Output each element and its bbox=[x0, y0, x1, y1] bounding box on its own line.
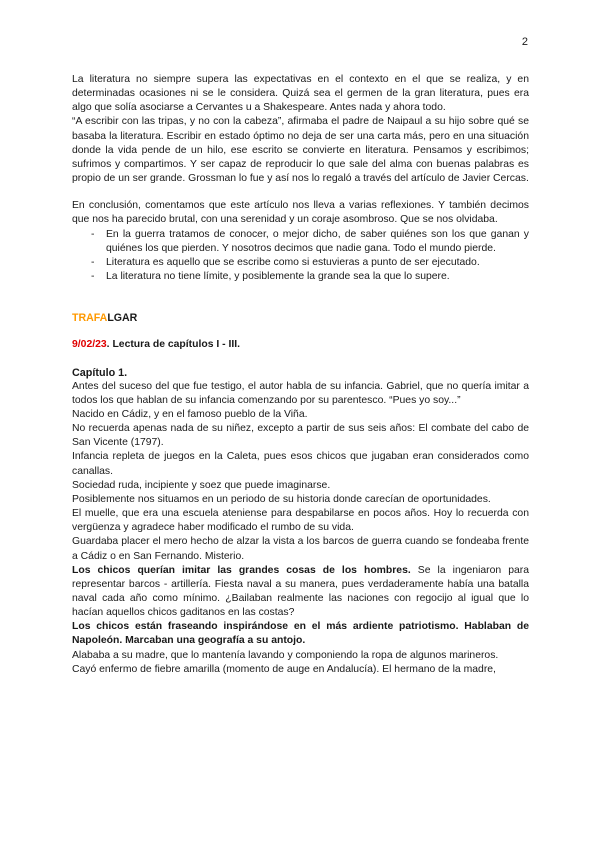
page-number: 2 bbox=[521, 36, 528, 48]
reading-date: 9/02/23 bbox=[72, 339, 107, 351]
section-title bbox=[72, 311, 529, 325]
chapter-line: Sociedad ruda, incipiente y soez que puede imaginarse. bbox=[72, 479, 331, 491]
list-item: - La literatura no tiene límite, y posiblemente la grande sea la que lo supere. bbox=[72, 270, 529, 284]
section-title-rest: LGAR bbox=[107, 312, 138, 325]
chapter-line: No recuerda apenas nada de su niñez, excepto a partir de sus seis años: El combate del cabo de San Vicente (1797). bbox=[72, 423, 529, 449]
chapter-title: Capítulo 1. bbox=[72, 366, 128, 379]
chapter-line: Infancia repleta de juegos en la Caleta, pues esos chicos que jugaban eran considerados como canallas. bbox=[72, 451, 529, 477]
chapter-line: Antes del suceso del que fue testigo, el autor habla de su infancia. Gabriel, que no quería imitar a todos los que hablan de su infancia comenzando por su parentesco. “Pues yo soy...” bbox=[72, 380, 529, 406]
spacer bbox=[72, 353, 529, 366]
section-title-highlight: TRAFA bbox=[72, 312, 108, 325]
spacer bbox=[72, 325, 529, 338]
chapter-line: Posiblemente nos situamos en un periodo de su historia donde carecían de oportunidades. bbox=[72, 493, 491, 505]
intro-paragraph-2: “A escribir con las tripas, y no con la cabeza”, afirmaba el padre de Naipaul a su hijo sobre qué se basaba la literatura. Escribir en estado óptimo no deja de ser una carta más, pero en una situación donde la vida pende de un hilo, ese escrito se convierte en literatura. Pensamos y escribimos; sufrimos y compartimos. Y ser capaz de reproducir lo que sale del alma con buenas palabras es propio de un ser grande. Grossman lo fue y así nos lo regaló a través del artículo de Javier Cercas. bbox=[72, 116, 529, 185]
intro-paragraph-1: La literatura no siempre supera las expectativas en el contexto en el que se realiza, y en determinadas ocasiones ni se le considera. Quizá sea el germen de la gran literatura, pues era algo que solía asociarse a Cervantes u a Shakespeare. Antes nada y ahora todo. bbox=[72, 74, 529, 114]
reading-heading bbox=[72, 338, 529, 352]
reflection-list bbox=[72, 228, 529, 285]
spacer bbox=[72, 284, 529, 311]
chapter-line: Guardaba placer el mero hecho de alzar la vista a los barcos de guerra cuando se fondeaba frente a Cádiz o en San Fernando. Misterio. bbox=[72, 536, 529, 562]
bold-paragraph: Los chicos están fraseando inspirándose en el más ardiente patriotismo. Hablaban de Napoleón. Marcaban una geografía a su antojo. bbox=[72, 621, 529, 647]
reading-title: . Lectura de capítulos I - III. bbox=[106, 339, 241, 351]
chapter-line: Nacido en Cádiz, y en el famoso pueblo de la Viña. bbox=[72, 408, 308, 420]
conclusion-paragraph: En conclusión, comentamos que este artículo nos lleva a varias reflexiones. Y también decimos que nos ha parecido brutal, con una serenidad y un coraje asombroso. Que se nos olvidaba. bbox=[72, 200, 529, 226]
spacer bbox=[72, 186, 529, 199]
chapter-line: El muelle, que era una escuela ateniense para despabilarse en pocos años. Hoy lo recuerda con vergüenza y agradece haber modificado el rumbo de su vida. bbox=[72, 508, 529, 534]
chapter-line: Cayó enfermo de fiebre amarilla (momento de auge en Andalucía). El hermano de la madre, bbox=[72, 663, 496, 675]
bold-sentence: Los chicos querían imitar las grandes cosas de los hombres. bbox=[72, 564, 411, 576]
paragraph-continuation: Se la ingeniaron para representar barcos - artillería. Fiesta naval a su manera, pues verdaderamente había una batalla naval cada año como mínimo. ¿Bailaban realmente las naciones con regocijo al igual que lo hacían aquellos chicos gaditanos en las costas? bbox=[72, 564, 530, 619]
page-content bbox=[72, 73, 529, 677]
list-item: - Literatura es aquello que se escribe como si estuvieras a punto de ser ejecutado. bbox=[72, 256, 529, 270]
list-item: - En la guerra tratamos de conocer, o mejor dicho, de saber quiénes son los que ganan y quiénes los que pierden. Y nosotros decimos que nadie gana. Todo el mundo pierde. bbox=[72, 228, 529, 256]
chapter-mixed-paragraph bbox=[72, 564, 529, 621]
chapter-line: Alababa a su madre, que lo mantenía lavando y componiendo la ropa de algunos marineros. bbox=[72, 649, 499, 661]
